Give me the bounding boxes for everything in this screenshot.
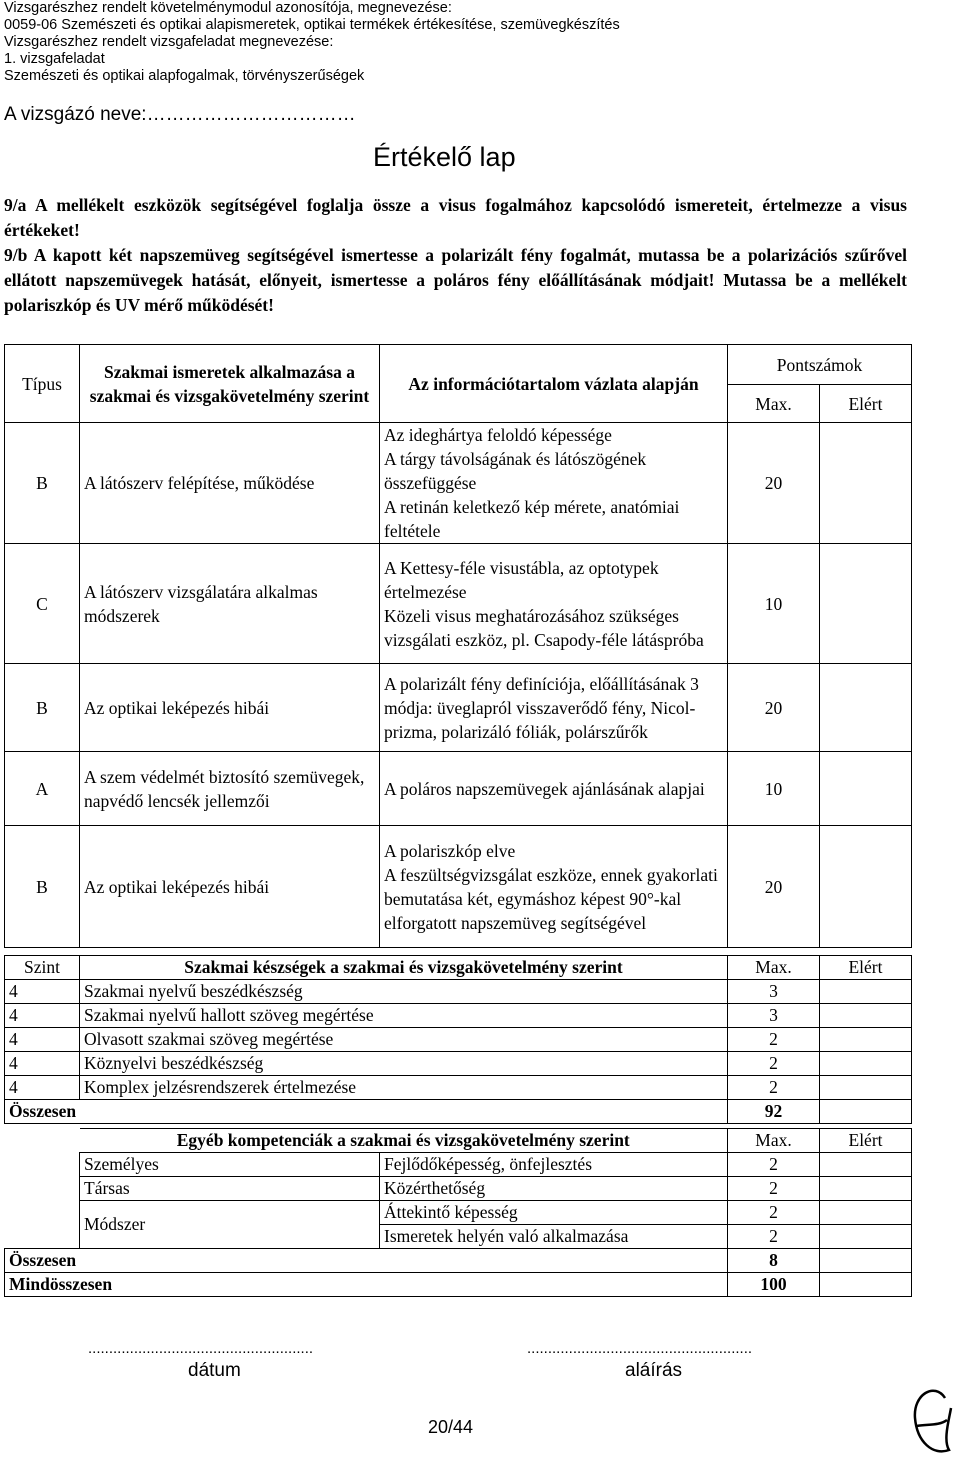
- info-line: Az ideghártya feloldó képessége: [384, 425, 612, 445]
- col-level: Szint: [5, 956, 80, 980]
- skill-cell: Komplex jelzésrendszerek értelmezése: [80, 1076, 728, 1100]
- info-line: Közeli visus meghatározásához szükséges vizsgálati eszköz, pl. Csapody-féle látáspróba: [384, 605, 704, 650]
- skills-table: [4, 955, 912, 1124]
- info-line: A polarizált fény definíciója, előállításának 3 módja: üveglapról visszaverődő fény, Nicol-prizma, polarizáló fóliák, polárszűrők: [384, 673, 699, 742]
- max-cell: 20: [728, 826, 820, 948]
- max-cell: 20: [728, 423, 820, 544]
- competency-item: Fejlődőképesség, önfejlesztés: [380, 1153, 728, 1177]
- skill-cell: Köznyelvi beszédkészség: [80, 1052, 728, 1076]
- max-cell: 10: [728, 752, 820, 826]
- page-number: 20/44: [428, 1417, 474, 1437]
- header-line: 1. vizsgafeladat: [4, 51, 105, 67]
- handwritten-signature: [905, 1380, 957, 1462]
- info-line: A retinán keletkező kép mérete, anatómiai feltétele: [384, 497, 680, 541]
- achieved-cell: [820, 423, 912, 544]
- col-competency: Egyéb kompetenciák a szakmai és vizsgakövetelmény szerint: [80, 1129, 728, 1153]
- competency-max: 2: [728, 1201, 820, 1225]
- knowledge-table: [4, 344, 912, 948]
- achieved-cell: [820, 980, 912, 1004]
- table-row: [5, 1028, 912, 1052]
- grand-total-label: Mindösszesen: [5, 1273, 728, 1297]
- table-row: [5, 423, 912, 544]
- table-row: [5, 826, 912, 948]
- topic-cell: A látószerv felépítése, működése: [80, 423, 380, 544]
- col-info: Az információtartalom vázlata alapján: [380, 345, 728, 423]
- max-cell: 3: [728, 1004, 820, 1028]
- total-value: 8: [728, 1249, 820, 1273]
- total-label: Összesen: [5, 1249, 728, 1273]
- col-knowledge: Szakmai ismeretek alkalmazása a szakmai és vizsgakövetelmény szerint: [80, 345, 380, 423]
- max-cell: 2: [728, 1076, 820, 1100]
- table-row: [5, 1076, 912, 1100]
- info-cell: [380, 423, 728, 544]
- total-label: Összesen: [5, 1100, 728, 1124]
- col-skills: Szakmai készségek a szakmai és vizsgakövetelmény szerint: [80, 956, 728, 980]
- achieved-cell: [820, 1004, 912, 1028]
- col-points: Pontszámok: [728, 345, 912, 385]
- info-cell: [380, 544, 728, 664]
- max-cell: 3: [728, 980, 820, 1004]
- competency-max: 2: [728, 1225, 820, 1249]
- task-9a: 9/a A mellékelt eszközök segítségével foglalja össze a visus fogalmához kapcsolódó ismereteit, értelmezze a visus értékeket!: [4, 195, 907, 240]
- max-cell: 10: [728, 544, 820, 664]
- col-max: Max.: [728, 1129, 820, 1153]
- achieved-cell: [820, 1028, 912, 1052]
- table-row: [5, 1052, 912, 1076]
- achieved-cell: [820, 544, 912, 664]
- date-label: dátum: [188, 1360, 241, 1381]
- col-max: Max.: [728, 956, 820, 980]
- header-line: Vizsgarészhez rendelt vizsgafeladat megnevezése:: [4, 34, 334, 50]
- competency-max: 2: [728, 1177, 820, 1201]
- info-line: A Kettesy-féle visustábla, az optotypek értelmezése: [384, 557, 659, 602]
- topic-cell: Az optikai leképezés hibái: [80, 664, 380, 752]
- examinee-name-field: A vizsgázó neve:……………………………: [4, 104, 356, 125]
- table-row: [5, 980, 912, 1004]
- header-line: Vizsgarészhez rendelt követelménymodul azonosítója, megnevezése:: [4, 0, 452, 16]
- table-row: [5, 664, 912, 752]
- achieved-cell: [820, 1076, 912, 1100]
- topic-cell: A szem védelmét biztosító szemüvegek, napvédő lencsék jellemzői: [80, 752, 380, 826]
- level-cell: 4: [5, 1004, 80, 1028]
- achieved-cell: [820, 826, 912, 948]
- max-cell: 2: [728, 1052, 820, 1076]
- achieved-cell: [820, 1052, 912, 1076]
- max-cell: 2: [728, 1028, 820, 1052]
- info-cell: [380, 826, 728, 948]
- competency-item: Közérthetőség: [380, 1177, 728, 1201]
- competency-max: 2: [728, 1153, 820, 1177]
- header-line: Szemészeti és optikai alapfogalmak, törvényszerűségek: [4, 68, 365, 84]
- col-max: Max.: [728, 385, 820, 423]
- signature-line: ......................................................: [527, 1340, 753, 1357]
- level-cell: 4: [5, 980, 80, 1004]
- skill-cell: Olvasott szakmai szöveg megértése: [80, 1028, 728, 1052]
- col-achieved: Elért: [820, 956, 912, 980]
- col-achieved: Elért: [820, 385, 912, 423]
- col-type: Típus: [5, 345, 80, 423]
- competency-item: Áttekintő képesség: [380, 1201, 728, 1225]
- level-cell: 4: [5, 1052, 80, 1076]
- achieved-cell: [820, 664, 912, 752]
- achieved-cell: [820, 752, 912, 826]
- info-line: A poláros napszemüvegek ajánlásának alapjai: [384, 778, 705, 799]
- type-cell: B: [5, 826, 80, 948]
- table-row: [5, 1004, 912, 1028]
- type-cell: B: [5, 664, 80, 752]
- signature-label: aláírás: [625, 1360, 683, 1381]
- date-line: ......................................................: [88, 1340, 314, 1357]
- table-row: [5, 752, 912, 826]
- col-achieved: Elért: [820, 1129, 912, 1153]
- header-line: 0059-06 Szemészeti és optikai alapismeretek, optikai termékek értékesítése, szemüvegkészítés: [4, 17, 620, 33]
- info-line: A tárgy távolságának és látószögének összefüggése: [384, 449, 647, 493]
- topic-cell: A látószerv vizsgálatára alkalmas módszerek: [80, 544, 380, 664]
- competency-item: Ismeretek helyén való alkalmazása: [380, 1225, 728, 1249]
- skill-cell: Szakmai nyelvű beszédkészség: [80, 980, 728, 1004]
- table-row: [5, 544, 912, 664]
- type-cell: A: [5, 752, 80, 826]
- level-cell: 4: [5, 1076, 80, 1100]
- info-line: A feszültségvizsgálat eszköze, ennek gyakorlati bemutatása két, egymáshoz képest 90°-kal elforgatott napszemüveg segítségével: [384, 864, 718, 933]
- info-cell: [380, 752, 728, 826]
- level-cell: 4: [5, 1028, 80, 1052]
- document-header: [4, 0, 620, 85]
- competency-category: Módszer: [80, 1201, 380, 1249]
- skill-cell: Szakmai nyelvű hallott szöveg megértése: [80, 1004, 728, 1028]
- info-line: A polariszkóp elve: [384, 840, 516, 861]
- task-9b: 9/b A kapott két napszemüveg segítségével ismertesse a polarizált fény fogalmát, mutassa be a polarizációs szűrővel ellátott napszemüvegek hatását, előnyeit, ismertesse a poláros fény előállításának módjait! Mutassa be a mellékelt polariszkóp és UV mérő működését!: [4, 245, 907, 315]
- page-title: Értékelő lap: [373, 142, 516, 172]
- task-description: [4, 193, 907, 318]
- grand-total-value: 100: [728, 1273, 820, 1297]
- competency-table: [4, 1128, 912, 1297]
- topic-cell: Az optikai leképezés hibái: [80, 826, 380, 948]
- max-cell: 20: [728, 664, 820, 752]
- competency-category: Személyes: [80, 1153, 380, 1177]
- type-cell: C: [5, 544, 80, 664]
- total-value: 92: [728, 1100, 820, 1124]
- type-cell: B: [5, 423, 80, 544]
- competency-category: Társas: [80, 1177, 380, 1201]
- info-cell: [380, 664, 728, 752]
